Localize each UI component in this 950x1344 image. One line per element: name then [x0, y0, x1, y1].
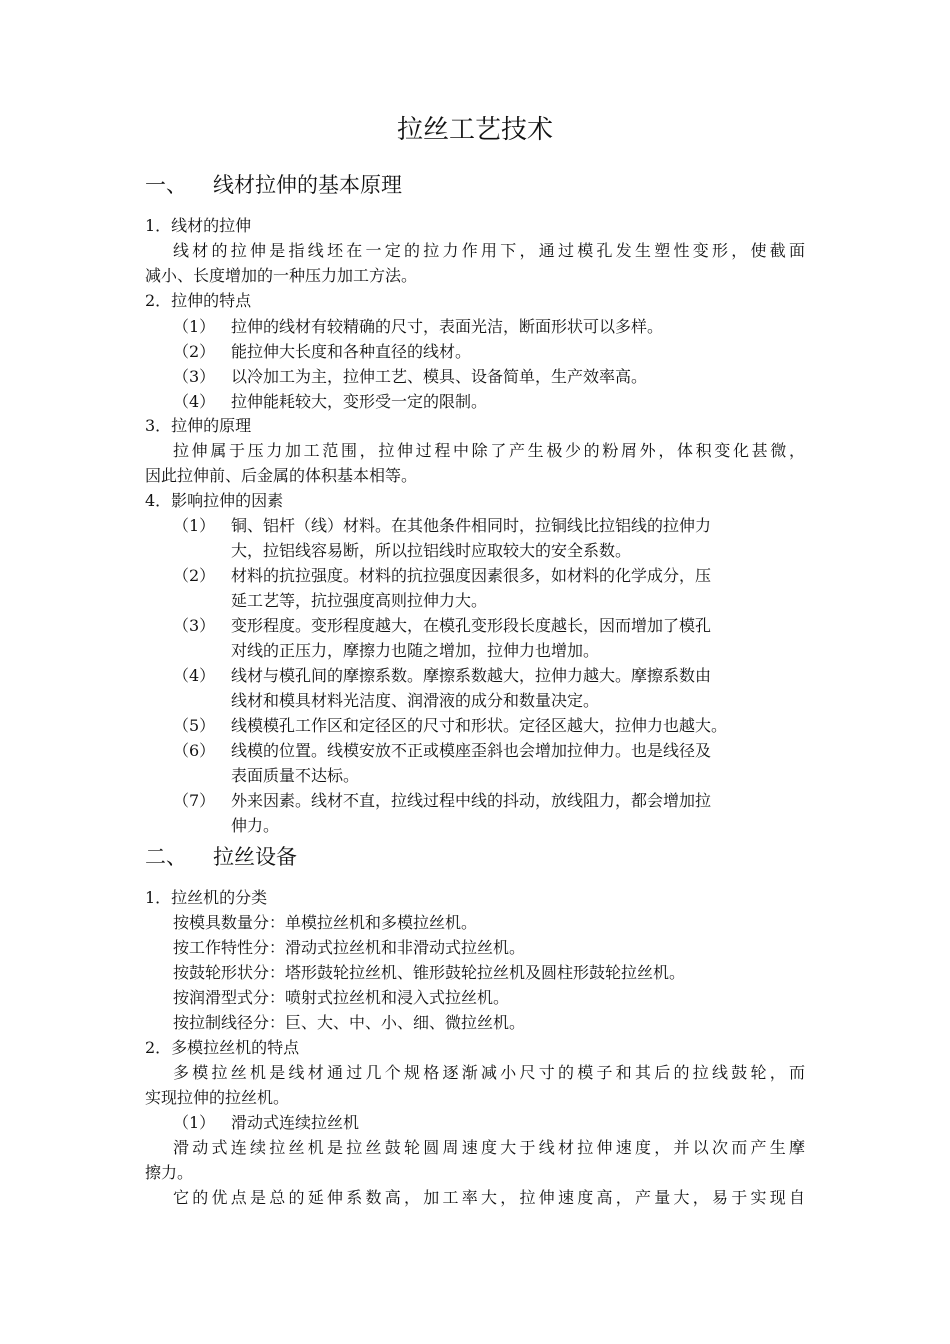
subsection-heading: 2．拉伸的特点 [145, 291, 252, 310]
item-label: （3） [173, 616, 216, 635]
paragraph-line: 线材的拉伸是指线坯在一定的拉力作用下，通过模孔发生塑性变形，使截面 [173, 241, 805, 260]
list-item-continuation: 伸力。 [231, 816, 280, 835]
item-label: （4） [173, 392, 216, 411]
item-text: 拉伸的线材有较精确的尺寸，表面光洁，断面形状可以多样。 [231, 317, 664, 336]
item-text: 滑动式连续拉丝机 [231, 1113, 360, 1132]
list-item [173, 366, 647, 388]
item-label: （4） [173, 666, 216, 685]
subsection-heading: 3．拉伸的原理 [145, 416, 252, 435]
item-text: 铜、铝杆（线）材料。在其他条件相同时，拉铜线比拉铝线的拉伸力 [231, 516, 712, 535]
paragraph-line: 它的优点是总的延伸系数高，加工率大，拉伸速度高，产量大，易于实现自 [173, 1188, 805, 1207]
paragraph-line: 拉伸属于压力加工范围，拉伸过程中除了产生极少的粉屑外，体积变化甚微， [173, 441, 805, 460]
paragraph-line: 减小、长度增加的一种压力加工方法。 [145, 266, 418, 285]
list-item-continuation: 线材和模具材料光洁度、润滑液的成分和数量决定。 [231, 691, 600, 710]
subsection-heading: 1．线材的拉伸 [145, 216, 252, 235]
section-heading [145, 842, 297, 872]
section-title: 拉丝设备 [213, 845, 297, 869]
paragraph-line: 按拉制线径分：巨、大、中、小、细、微拉丝机。 [173, 1013, 526, 1032]
paragraph-line: 多模拉丝机是线材通过几个规格逐渐减小尺寸的模子和其后的拉线鼓轮，而 [173, 1063, 805, 1082]
list-item [173, 391, 487, 413]
paragraph-line: 因此拉伸前、后金属的体积基本相等。 [145, 466, 418, 485]
subsection-heading: 4．影响拉伸的因素 [145, 491, 284, 510]
item-text: 能拉伸大长度和各种直径的线材。 [231, 342, 472, 361]
list-item [173, 790, 711, 812]
list-item [173, 715, 727, 737]
item-text: 材料的抗拉强度。材料的抗拉强度因素很多，如材料的化学成分，压 [231, 566, 712, 585]
item-label: （1） [173, 516, 216, 535]
list-item [173, 740, 711, 762]
item-text: 变形程度。变形程度越大，在模孔变形段长度越长，因而增加了模孔 [231, 616, 712, 635]
list-item-continuation: 对线的正压力，摩擦力也随之增加，拉伸力也增加。 [231, 641, 600, 660]
item-text: 拉伸能耗较大，变形受一定的限制。 [231, 392, 488, 411]
item-label: （6） [173, 741, 216, 760]
paragraph-line: 按模具数量分：单模拉丝机和多模拉丝机。 [173, 913, 478, 932]
paragraph-line: 按工作特性分：滑动式拉丝机和非滑动式拉丝机。 [173, 938, 526, 957]
item-text: 线模的位置。线模安放不正或模座歪斜也会增加拉伸力。也是线径及 [231, 741, 712, 760]
item-label: （7） [173, 791, 216, 810]
item-text: 线材与模孔间的摩擦系数。摩擦系数越大，拉伸力越大。摩擦系数由 [231, 666, 712, 685]
list-item [173, 341, 471, 363]
item-label: （2） [173, 342, 216, 361]
list-item [173, 316, 663, 338]
section-heading [145, 170, 402, 200]
section-number: 二、 [145, 845, 187, 869]
list-item-continuation: 延工艺等，抗拉强度高则拉伸力大。 [231, 591, 488, 610]
paragraph-line: 按鼓轮形状分：塔形鼓轮拉丝机、锥形鼓轮拉丝机及圆柱形鼓轮拉丝机。 [173, 963, 686, 982]
subsection-heading: 1．拉丝机的分类 [145, 888, 268, 907]
item-text: 外来因素。线材不直，拉线过程中线的抖动，放线阻力，都会增加拉 [231, 791, 712, 810]
item-label: （1） [173, 317, 216, 336]
list-item-continuation: 大，拉铝线容易断，所以拉铝线时应取较大的安全系数。 [231, 541, 632, 560]
item-label: （5） [173, 716, 216, 735]
item-label: （2） [173, 566, 216, 585]
item-label: （1） [173, 1113, 216, 1132]
document-title: 拉丝工艺技术 [396, 115, 553, 145]
list-item [173, 515, 711, 537]
paragraph-line: 实现拉伸的拉丝机。 [145, 1088, 290, 1107]
item-text: 以冷加工为主，拉伸工艺、模具、设备简单，生产效率高。 [231, 367, 648, 386]
list-item-continuation: 表面质量不达标。 [231, 766, 360, 785]
list-item [173, 1112, 359, 1134]
section-title: 线材拉伸的基本原理 [213, 173, 402, 197]
list-item [173, 615, 711, 637]
paragraph-line: 按润滑型式分：喷射式拉丝机和浸入式拉丝机。 [173, 988, 510, 1007]
item-label: （3） [173, 367, 216, 386]
section-number: 一、 [145, 173, 187, 197]
list-item [173, 665, 711, 687]
paragraph-line: 滑动式连续拉丝机是拉丝鼓轮圆周速度大于线材拉伸速度，并以次而产生摩 [173, 1138, 805, 1157]
item-text: 线模模孔工作区和定径区的尺寸和形状。定径区越大，拉伸力也越大。 [231, 716, 728, 735]
paragraph-line: 擦力。 [145, 1163, 194, 1182]
subsection-heading: 2．多模拉丝机的特点 [145, 1038, 300, 1057]
list-item [173, 565, 711, 587]
